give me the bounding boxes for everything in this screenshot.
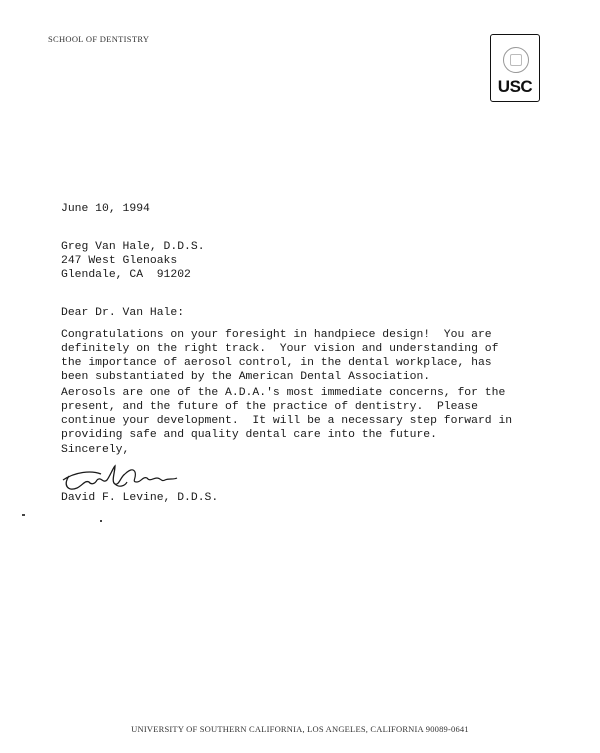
closing: Sincerely, [61, 444, 130, 456]
scan-speck [22, 514, 25, 516]
signer-name: David F. Levine, D.D.S. [61, 492, 219, 504]
recipient-name: Greg Van Hale, D.D.S. [61, 241, 205, 253]
seal-logo-text: USC [497, 77, 533, 96]
body-paragraph-1: Congratulations on your foresight in handpiece design! You are definitely on the right track. Your vision and understanding of the importance of aerosol control, in the dental workplace, has been substantiated by the American Dental Association. [61, 329, 499, 383]
letter-date: June 10, 1994 [61, 203, 150, 215]
scan-speck [100, 520, 102, 522]
seal-emblem-icon [503, 47, 529, 73]
recipient-address [61, 240, 205, 282]
letterhead-school: SCHOOL OF DENTISTRY [48, 34, 150, 44]
footer-address: UNIVERSITY OF SOUTHERN CALIFORNIA, LOS ANGELES, CALIFORNIA 90089-0641 [131, 724, 469, 734]
salutation: Dear Dr. Van Hale: [61, 307, 185, 319]
recipient-city: Glendale, CA 91202 [61, 269, 191, 281]
body-paragraph-2: Aerosols are one of the A.D.A.'s most immediate concerns, for the present, and the future of the practice of dentistry. Please continue your development. It will be a necessary step forward in providing safe and quality dental care into the future. [61, 387, 513, 441]
usc-seal-logo [490, 34, 540, 102]
recipient-street: 247 West Glenoaks [61, 255, 178, 267]
